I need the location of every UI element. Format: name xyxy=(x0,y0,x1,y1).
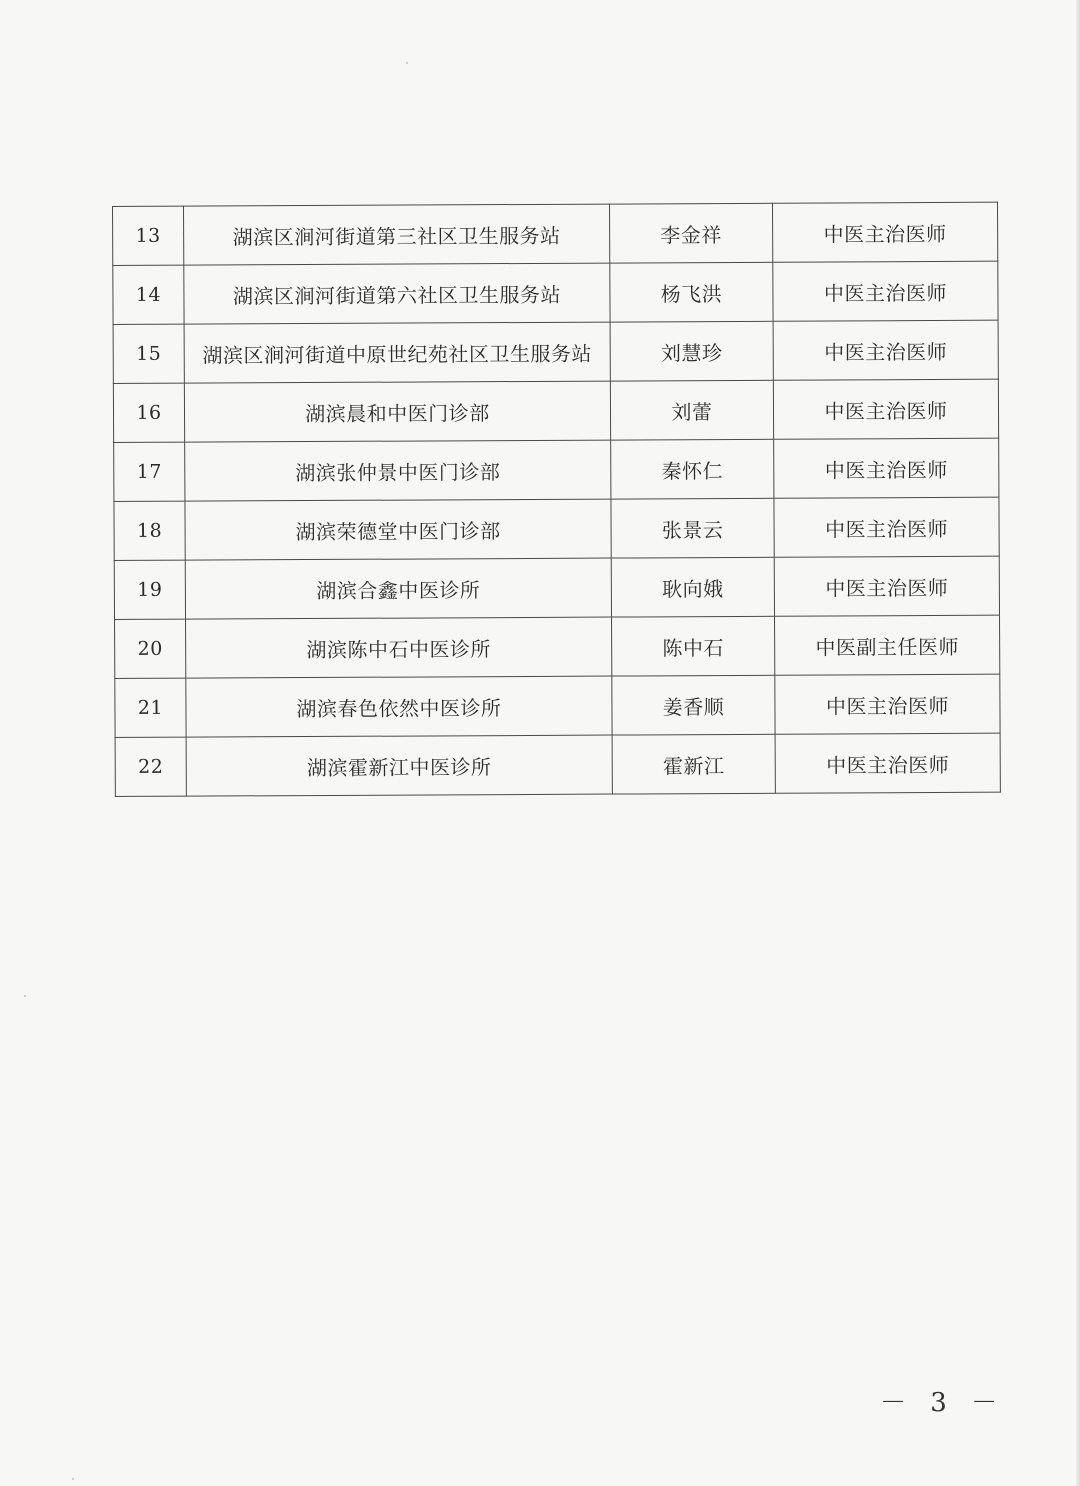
institution-name: 湖滨霍新江中医诊所 xyxy=(186,735,612,796)
scan-speck xyxy=(24,995,26,997)
table-row xyxy=(115,733,1000,796)
professional-title: 中医主治医师 xyxy=(773,261,998,321)
page-number: － 3 － xyxy=(880,1388,1006,1418)
professional-title: 中医主治医师 xyxy=(773,320,998,380)
doctor-name: 霍新江 xyxy=(612,734,775,794)
table-row xyxy=(114,497,999,560)
institution-name: 湖滨合鑫中医诊所 xyxy=(185,558,611,619)
row-number: 19 xyxy=(114,560,185,619)
table-row xyxy=(113,261,998,324)
doctor-name: 耿向娥 xyxy=(611,557,774,617)
professional-title: 中医主治医师 xyxy=(775,674,1000,734)
table-row xyxy=(113,320,998,383)
professional-title: 中医主治医师 xyxy=(774,438,999,498)
doctor-name: 陈中石 xyxy=(612,616,775,676)
professional-title: 中医主治医师 xyxy=(773,379,998,439)
professional-title: 中医副主任医师 xyxy=(775,615,1000,675)
table-row xyxy=(114,438,999,501)
row-number: 22 xyxy=(115,737,186,796)
professional-title: 中医主治医师 xyxy=(774,556,999,616)
table-row xyxy=(115,674,1000,737)
professional-title: 中医主治医师 xyxy=(774,497,999,557)
doctor-name: 张景云 xyxy=(611,498,774,558)
row-number: 21 xyxy=(115,678,186,737)
institution-name: 湖滨区涧河街道第六社区卫生服务站 xyxy=(184,263,610,324)
doctor-name: 刘慧珍 xyxy=(610,321,773,381)
institution-name: 湖滨陈中石中医诊所 xyxy=(186,617,612,678)
row-number: 20 xyxy=(115,619,186,678)
institution-name: 湖滨张仲景中医门诊部 xyxy=(185,440,611,501)
table-row xyxy=(115,615,1000,678)
table-row xyxy=(113,379,998,442)
page-edge xyxy=(1076,0,1080,1486)
doctor-name: 秦怀仁 xyxy=(611,439,774,499)
institution-name: 湖滨春色依然中医诊所 xyxy=(186,676,612,737)
row-number: 17 xyxy=(114,442,185,501)
table-row xyxy=(113,202,998,265)
doctor-name: 刘蕾 xyxy=(610,380,773,440)
scan-speck xyxy=(72,1478,74,1480)
row-number: 15 xyxy=(113,324,184,383)
doctor-name: 姜香顺 xyxy=(612,675,775,735)
doctor-name: 李金祥 xyxy=(609,203,772,263)
row-number: 16 xyxy=(113,383,184,442)
institution-name: 湖滨晨和中医门诊部 xyxy=(184,381,610,442)
professional-title: 中医主治医师 xyxy=(775,733,1000,793)
scan-speck xyxy=(406,62,408,64)
doctor-name: 杨飞洪 xyxy=(610,262,773,322)
row-number: 14 xyxy=(113,265,184,324)
institution-name: 湖滨区涧河街道第三社区卫生服务站 xyxy=(184,204,610,265)
row-number: 13 xyxy=(113,206,184,265)
professional-title: 中医主治医师 xyxy=(772,202,997,262)
row-number: 18 xyxy=(114,501,185,560)
institution-name: 湖滨区涧河街道中原世纪苑社区卫生服务站 xyxy=(184,322,610,383)
personnel-table-container xyxy=(112,202,1000,797)
personnel-table xyxy=(112,202,1001,797)
table-row xyxy=(114,556,999,619)
institution-name: 湖滨荣德堂中医门诊部 xyxy=(185,499,611,560)
